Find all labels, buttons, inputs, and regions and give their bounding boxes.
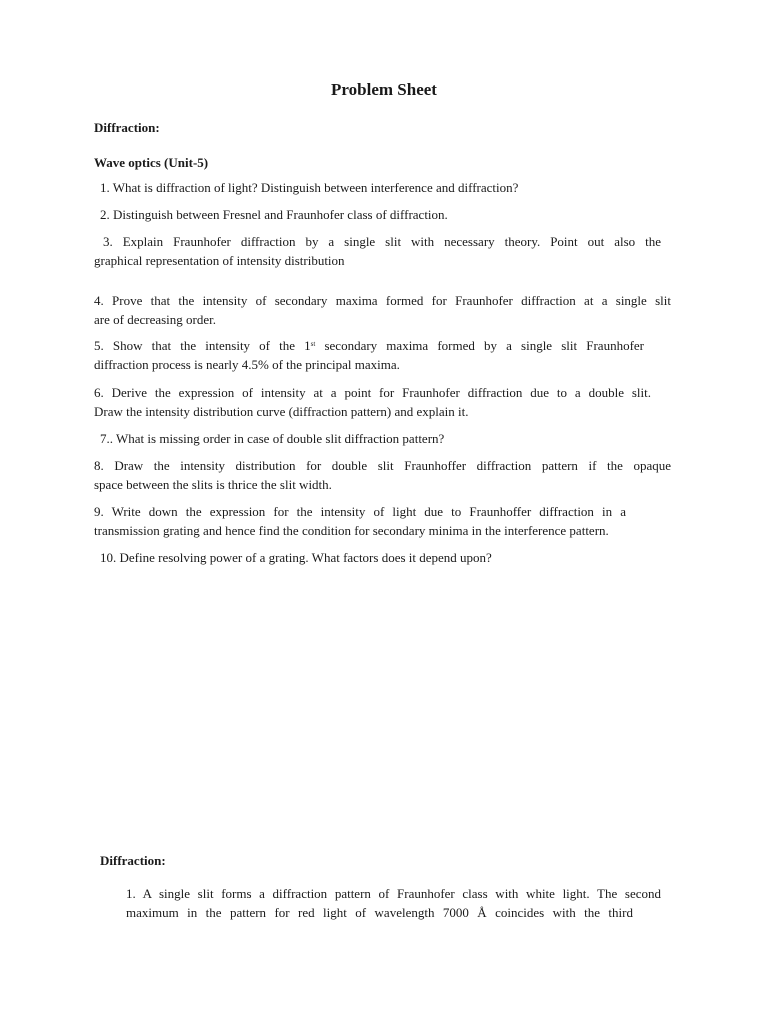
question-3-line-1: 3. Explain Fraunhofer diffraction by a single slit with necessary theory. Point out also the xyxy=(103,234,661,249)
question-6-line-2: Draw the intensity distribution curve (diffraction pattern) and explain it. xyxy=(94,404,469,419)
question-1: 1. What is diffraction of light? Distinguish between interference and diffraction? xyxy=(100,180,519,195)
question-9-line-2: transmission grating and hence find the condition for secondary minima in the interference pattern. xyxy=(94,523,609,538)
subheading-wave-optics: Wave optics (Unit-5) xyxy=(94,155,209,170)
question-9-line-1: 9. Write down the expression for the intensity of light due to Fraunhoffer diffraction in a xyxy=(94,504,626,519)
question-8-line-1: 8. Draw the intensity distribution for double slit Fraunhoffer diffraction pattern if the opaque xyxy=(94,458,671,473)
question-5-superscript: st xyxy=(310,340,316,348)
question-5-text-pre: 5. Show that the intensity of the 1 xyxy=(94,338,311,353)
problem-1-line-1: 1. A single slit forms a diffraction pattern of Fraunhofer class with white light. The second xyxy=(126,886,661,901)
question-5-text-post: secondary maxima formed by a single slit Fraunhofer xyxy=(315,338,644,353)
question-10: 10. Define resolving power of a grating. What factors does it depend upon? xyxy=(100,550,492,565)
question-6-line-1: 6. Derive the expression of intensity at a point for Fraunhofer diffraction due to a double slit. xyxy=(94,385,651,400)
question-4-line-2: are of decreasing order. xyxy=(94,312,216,327)
question-4-line-1: 4. Prove that the intensity of secondary maxima formed for Fraunhofer diffraction at a single slit xyxy=(94,293,671,308)
question-3-line-2: graphical representation of intensity distribution xyxy=(94,253,345,268)
question-2: 2. Distinguish between Fresnel and Fraunhofer class of diffraction. xyxy=(100,207,448,222)
question-5-line-2: diffraction process is nearly 4.5% of the principal maxima. xyxy=(94,357,400,372)
question-7: 7.. What is missing order in case of double slit diffraction pattern? xyxy=(100,431,445,446)
question-5-line-1 xyxy=(94,336,644,355)
section-heading-diffraction-problems: Diffraction: xyxy=(100,853,166,868)
section-heading-diffraction: Diffraction: xyxy=(94,120,160,135)
problem-1-line-2: maximum in the pattern for red light of wavelength 7000 Å coincides with the third xyxy=(126,905,633,920)
question-8-line-2: space between the slits is thrice the slit width. xyxy=(94,477,332,492)
page-title: Problem Sheet xyxy=(331,80,437,99)
